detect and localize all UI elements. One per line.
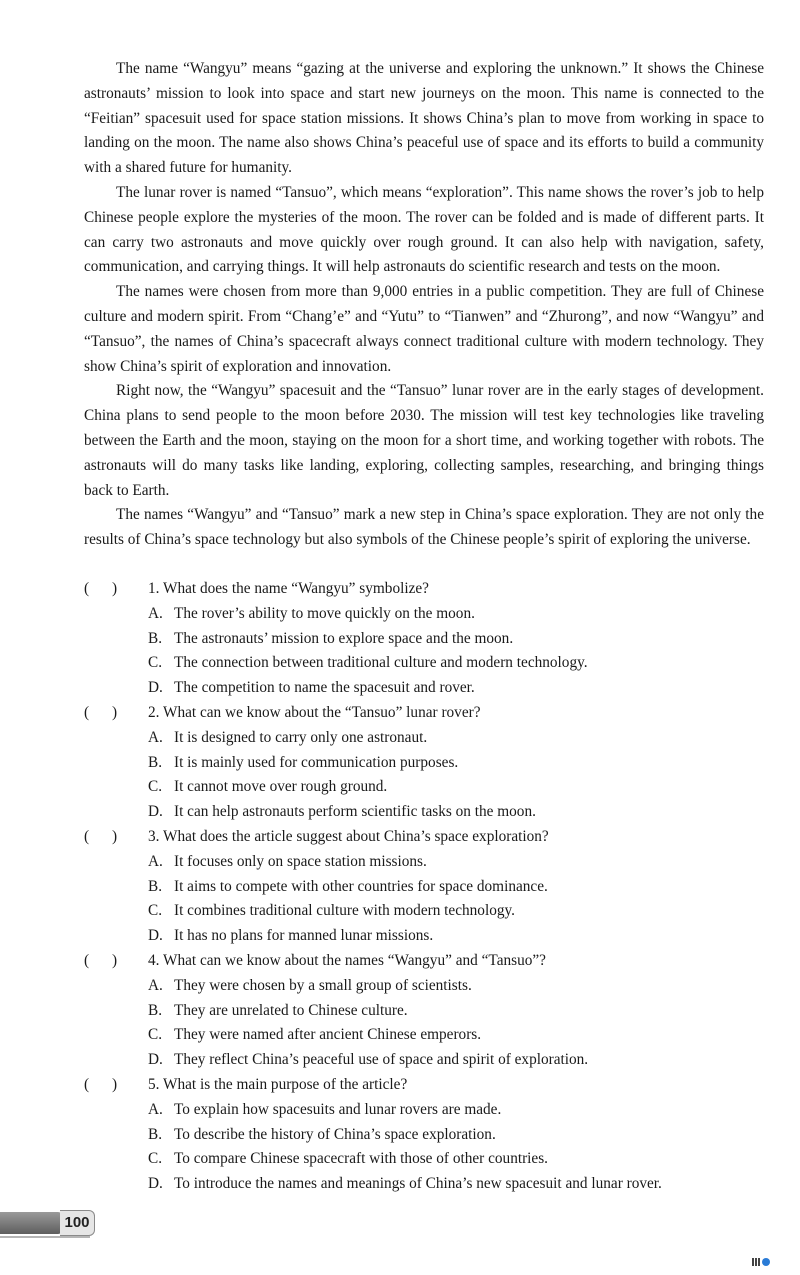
answer-blank[interactable]: ( ) (84, 1075, 118, 1093)
option-letter: B. (148, 1001, 163, 1019)
option-text: It focuses only on space station missions. (174, 852, 427, 870)
question-stem: 1. What does the name “Wangyu” symbolize? (148, 580, 429, 597)
answer-option (84, 751, 764, 776)
option-text: To compare Chinese spacecraft with those of other countries. (174, 1150, 548, 1168)
question-item (84, 825, 764, 949)
option-letter: C. (148, 778, 163, 796)
option-letter: C. (148, 902, 163, 920)
passage-paragraph: The names “Wangyu” and “Tansuo” mark a new step in China’s space exploration. They are not only the results of China’s space technology but also symbols of the Chinese people’s spirit of exploring the universe. (84, 506, 764, 549)
scanner-watermark (752, 1258, 792, 1268)
answer-blank[interactable]: ( ) (84, 703, 118, 721)
page-number: 100 (60, 1210, 95, 1236)
question-item (84, 701, 764, 825)
answer-option (84, 1098, 764, 1123)
answer-option (84, 924, 764, 949)
option-letter: D. (148, 1175, 163, 1193)
answer-option (84, 800, 764, 825)
option-letter: C. (148, 1150, 163, 1168)
answer-blank[interactable]: ( ) (84, 580, 118, 597)
page-tab-bar (0, 1212, 62, 1234)
reading-passage (84, 57, 764, 553)
answer-option (84, 726, 764, 751)
answer-option (84, 1123, 764, 1148)
option-text: To introduce the names and meanings of China’s new spacesuit and lunar rover. (174, 1175, 662, 1193)
question-item (84, 949, 764, 1073)
option-text: It is designed to carry only one astronaut. (174, 728, 428, 746)
answer-blank[interactable]: ( ) (84, 951, 118, 969)
option-text: It combines traditional culture with modern technology. (174, 902, 515, 920)
option-letter: D. (148, 1051, 163, 1069)
option-letter: B. (148, 877, 163, 895)
answer-option (84, 602, 764, 627)
option-letter: C. (148, 1026, 163, 1044)
option-letter: D. (148, 803, 163, 821)
qr-code-icon (752, 1258, 760, 1266)
question-item (84, 577, 764, 701)
answer-option (84, 651, 764, 676)
option-text: They are unrelated to Chinese culture. (174, 1001, 408, 1019)
option-text: They were named after ancient Chinese emperors. (174, 1026, 482, 1044)
option-letter: A. (148, 728, 163, 746)
answer-option (84, 899, 764, 924)
option-text: To describe the history of China’s space exploration. (174, 1125, 496, 1143)
answer-blank[interactable]: ( ) (84, 827, 118, 845)
option-letter: A. (148, 604, 163, 622)
option-letter: B. (148, 1125, 163, 1143)
option-text: The astronauts’ mission to explore space and the moon. (174, 629, 514, 647)
option-text: They reflect China’s peaceful use of space and spirit of exploration. (174, 1051, 589, 1069)
option-letter: B. (148, 629, 163, 647)
option-letter: D. (148, 679, 163, 697)
option-letter: D. (148, 927, 163, 945)
option-letter: B. (148, 753, 163, 771)
question-stem: 5. What is the main purpose of the article? (148, 1075, 408, 1093)
question-stem: 3. What does the article suggest about China’s space exploration? (148, 827, 549, 845)
option-text: To explain how spacesuits and lunar rovers are made. (174, 1100, 502, 1118)
option-letter: A. (148, 852, 163, 870)
answer-option (84, 999, 764, 1024)
answer-option (84, 627, 764, 652)
passage-paragraph: Right now, the “Wangyu” spacesuit and the “Tansuo” lunar rover are in the early stages of development. China plans to send people to the moon before 2030. The mission will test key technologies like traveling between the Earth and the moon, staying on the moon for a short time, and working together with robots. The astronauts will do many tasks like landing, exploring, collecting samples, researching, and bringing things back to Earth. (84, 382, 764, 499)
option-letter: C. (148, 654, 163, 672)
option-text: It cannot move over rough ground. (174, 778, 388, 796)
passage-paragraph: The names were chosen from more than 9,000 entries in a public competition. They are full of Chinese culture and modern spirit. From “Chang’e” and “Yutu” to “Tianwen” and “Zhurong”, and now “Wangyu” and “Tansuo”, the names of China’s spacecraft always connect traditional culture with modern technology. They show China’s spirit of exploration and innovation. (84, 283, 764, 375)
option-text: It is mainly used for communication purposes. (174, 753, 459, 771)
option-text: The connection between traditional culture and modern technology. (174, 654, 588, 672)
option-text: They were chosen by a small group of scientists. (174, 976, 472, 994)
question-stem: 2. What can we know about the “Tansuo” lunar rover? (148, 703, 481, 721)
option-letter: A. (148, 976, 163, 994)
answer-option (84, 1172, 764, 1197)
answer-option (84, 676, 764, 701)
option-text: The competition to name the spacesuit and rover. (174, 679, 475, 697)
scanner-logo-icon (762, 1258, 770, 1266)
option-text: It has no plans for manned lunar missions. (174, 927, 434, 945)
option-text: The rover’s ability to move quickly on the moon. (174, 604, 475, 622)
page-tab-underline (0, 1236, 90, 1238)
question-stem: 4. What can we know about the names “Wangyu” and “Tansuo”? (148, 951, 546, 969)
answer-option (84, 1048, 764, 1073)
option-text: It can help astronauts perform scientific tasks on the moon. (174, 803, 536, 821)
answer-option (84, 775, 764, 800)
question-list (84, 577, 764, 1197)
question-item (84, 1073, 764, 1197)
page-number-tab (0, 1208, 100, 1238)
answer-option (84, 1023, 764, 1048)
answer-option (84, 875, 764, 900)
answer-option (84, 1147, 764, 1172)
answer-option (84, 974, 764, 999)
option-letter: A. (148, 1100, 163, 1118)
option-text: It aims to compete with other countries for space dominance. (174, 877, 548, 895)
passage-paragraph: The name “Wangyu” means “gazing at the universe and exploring the unknown.” It shows the Chinese astronauts’ mission to look into space and start new journeys on the moon. This name is connected to the “Feitian” spacesuit used for space station missions. It shows China’s plan to move from working in space to landing on the moon. The name also shows China’s peaceful use of space and its efforts to build a community with a shared future for humanity. (84, 60, 764, 177)
passage-paragraph: The lunar rover is named “Tansuo”, which means “exploration”. This name shows the rover’s job to help Chinese people explore the mysteries of the moon. The rover can be folded and is made of different parts. It can carry two astronauts and move quickly over rough ground. It can also help with navigation, safety, communication, and carrying things. It will help astronauts do scientific research and tests on the moon. (84, 183, 764, 276)
answer-option (84, 850, 764, 875)
